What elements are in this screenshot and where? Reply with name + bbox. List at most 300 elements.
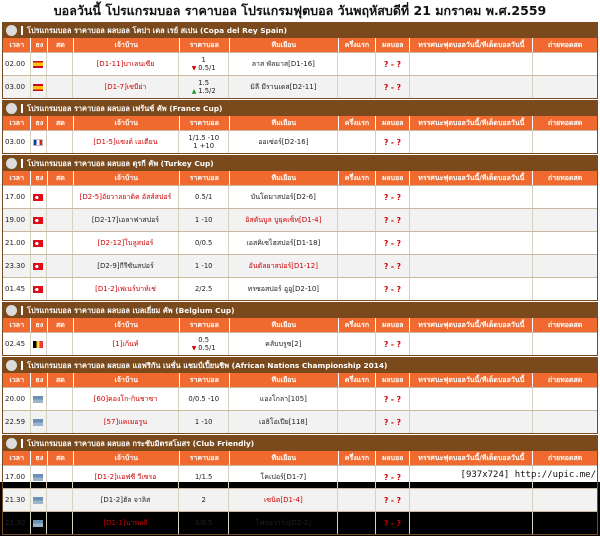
live-cell xyxy=(47,232,73,254)
tv-cell xyxy=(533,278,597,300)
column-header-half-time: ครึ่งแรก xyxy=(339,171,376,185)
result-cell xyxy=(376,278,410,300)
result-cell xyxy=(376,209,410,231)
odds-cell xyxy=(179,186,229,208)
column-header-live: สด xyxy=(48,38,74,52)
kickoff-time: 17.00 xyxy=(3,186,31,208)
live-cell xyxy=(47,388,73,410)
column-header-time: เวลา xyxy=(3,171,31,185)
flag-cell xyxy=(31,333,48,355)
live-cell xyxy=(47,186,73,208)
odds-stack xyxy=(195,193,212,201)
belgium-flag-icon xyxy=(33,341,43,348)
column-header-time: เวลา xyxy=(3,38,31,52)
flag-cell xyxy=(31,388,48,410)
match-result[interactable]: ? - ? xyxy=(383,394,401,404)
tv-cell xyxy=(533,512,597,534)
home-team[interactable]: [60]คองโก-กินชาซา xyxy=(73,388,179,410)
tips-cell xyxy=(410,131,533,153)
kickoff-time: 20.00 xyxy=(3,388,31,410)
odds-line: 1 xyxy=(201,55,206,64)
belgium-cup-logo-icon xyxy=(6,305,17,316)
odds-line: 0.5/1 xyxy=(194,193,213,201)
spain-flag-icon xyxy=(33,61,43,68)
column-header-result: ผลบอล xyxy=(376,451,410,465)
tv-cell xyxy=(533,209,597,231)
odds-cell xyxy=(179,333,229,355)
column-header-home: เจ้าบ้าน xyxy=(74,116,180,130)
tv-cell xyxy=(533,131,597,153)
column-header-result: ผลบอล xyxy=(376,373,410,387)
tv-cell xyxy=(533,76,597,98)
column-header-row xyxy=(3,116,597,130)
image-host-watermark: [937x724] http://upic.me/ xyxy=(460,470,596,480)
column-header-away: ทีมเยือน xyxy=(230,318,339,332)
half-time-cell xyxy=(338,411,375,433)
match-result[interactable]: ? - ? xyxy=(383,59,401,69)
half-time-cell xyxy=(338,255,375,277)
away-team[interactable]: ทรซอสปอร์ อูอู[D2-10] xyxy=(229,278,338,300)
home-team[interactable]: [D1-5]แซงต์ เอเตียน xyxy=(73,131,179,153)
odds-stack xyxy=(188,395,219,403)
odds-line: 0/0.5 xyxy=(194,519,213,527)
away-team[interactable]: แองโกลา[105] xyxy=(229,388,338,410)
league-title[interactable]: โปรแกรมบอล ราคาบอล ผลบอล เฟร้นช์ คัพ (France Cup) xyxy=(27,104,223,113)
column-header-home: เจ้าบ้าน xyxy=(74,373,180,387)
odds-stack xyxy=(192,336,216,353)
international-flag-icon xyxy=(33,419,43,426)
column-header-tv: ถ่ายทอดสด xyxy=(547,174,583,182)
column-header-result: ผลบอล xyxy=(376,171,410,185)
match-row xyxy=(3,130,597,153)
tv-cell xyxy=(533,333,597,355)
live-cell xyxy=(47,411,73,433)
column-header-live: สด xyxy=(48,318,74,332)
result-cell xyxy=(376,131,410,153)
column-header-time: เวลา xyxy=(3,318,31,332)
column-header-time: เวลา xyxy=(3,373,31,387)
live-cell xyxy=(47,76,73,98)
odds-line: 1 +10 xyxy=(193,142,215,150)
column-header-away: ทีมเยือน xyxy=(230,171,339,185)
odds-stack xyxy=(202,496,206,504)
column-header-time: เวลา xyxy=(3,116,31,130)
fixtures-grid xyxy=(2,22,598,536)
half-time-cell xyxy=(338,186,375,208)
match-row xyxy=(3,488,597,511)
column-header-tv: ถ่ายทอดสด xyxy=(547,454,583,462)
column-header-odds: ราคาบอล xyxy=(180,116,230,130)
result-cell xyxy=(376,466,410,488)
column-header-time: เวลา xyxy=(3,451,31,465)
odds-stack xyxy=(192,56,216,73)
odds-line: 1/1.5 xyxy=(194,473,213,481)
column-header-tips: ทรรศนะฟุตบอลวันนี้/ทีเด็ดบอลวันนี้ xyxy=(410,116,533,130)
home-team[interactable]: [D2-17]เอลาฟาสปอร์ xyxy=(73,209,179,231)
tv-cell xyxy=(533,255,597,277)
half-time-cell xyxy=(338,489,375,511)
column-header-tips: ทรรศนะฟุตบอลวันนี้/ทีเด็ดบอลวันนี้ xyxy=(410,171,533,185)
column-header-home: เจ้าบ้าน xyxy=(74,318,180,332)
flag-cell xyxy=(31,411,48,433)
column-header-away: ทีมเยือน xyxy=(230,38,339,52)
tv-cell xyxy=(533,489,597,511)
league-separator xyxy=(21,159,23,168)
tv-cell xyxy=(533,411,597,433)
match-result[interactable]: ? - ? xyxy=(383,215,401,225)
live-cell xyxy=(47,255,73,277)
league-header xyxy=(3,156,597,171)
odds-down-arrow-icon: ▼ xyxy=(191,344,199,352)
match-result[interactable]: ? - ? xyxy=(383,284,401,294)
turkey-flag-icon xyxy=(33,286,43,293)
column-header-away: ทีมเยือน xyxy=(230,451,339,465)
home-team[interactable]: [D1-7]เซบีย่า xyxy=(73,76,179,98)
kickoff-time: 23.30 xyxy=(3,255,31,277)
column-header-odds: ราคาบอล xyxy=(180,318,230,332)
result-cell xyxy=(376,388,410,410)
flag-cell xyxy=(31,232,48,254)
league-section xyxy=(2,22,598,99)
odds-stack xyxy=(195,285,212,293)
match-result[interactable]: ? - ? xyxy=(383,137,401,147)
column-header-row xyxy=(3,171,597,185)
column-header-flag: ธง xyxy=(31,38,48,52)
away-team[interactable]: อิสตันบูล บูยุคเซ็ห[D1-4] xyxy=(229,209,338,231)
odds-cell xyxy=(179,278,229,300)
african-nations-logo-icon xyxy=(6,360,17,371)
result-cell xyxy=(376,411,410,433)
home-team[interactable]: [D1-2]เฟเนร์บาห์เช่ xyxy=(73,278,179,300)
league-section xyxy=(2,155,598,301)
column-header-result: ผลบอล xyxy=(376,116,410,130)
match-row xyxy=(3,410,597,433)
odds-stack xyxy=(195,418,213,426)
home-team[interactable]: [D1-2]ฮัล จาลิส xyxy=(73,489,179,511)
flag-cell xyxy=(31,186,48,208)
column-header-row xyxy=(3,451,597,465)
home-team[interactable]: [D1-1]นาพอลี xyxy=(73,512,179,534)
odds-line: 0.5 xyxy=(198,335,210,344)
live-cell xyxy=(47,278,73,300)
column-header-half-time: ครึ่งแรก xyxy=(339,373,376,387)
result-cell xyxy=(376,333,410,355)
away-team[interactable]: อันตัลยาสปอร์[D1-12] xyxy=(229,255,338,277)
club-friendly-logo-icon xyxy=(6,438,17,449)
odds-cell xyxy=(179,131,229,153)
column-header-tips: ทรรศนะฟุตบอลวันนี้/ทีเด็ดบอลวันนี้ xyxy=(410,318,533,332)
tips-cell xyxy=(410,255,533,277)
column-header-tips: ทรรศนะฟุตบอลวันนี้/ทีเด็ดบอลวันนี้ xyxy=(410,373,533,387)
odds-line: 1 -10 xyxy=(194,262,213,270)
tv-cell xyxy=(533,186,597,208)
odds-cell xyxy=(179,466,229,488)
turkey-cup-logo-icon xyxy=(6,158,17,169)
live-cell xyxy=(47,209,73,231)
tips-cell xyxy=(410,411,533,433)
odds-stack xyxy=(195,519,212,527)
league-section xyxy=(2,357,598,434)
odds-line xyxy=(192,344,216,353)
tips-cell xyxy=(410,278,533,300)
odds-value: 0.5/1 xyxy=(198,343,216,352)
match-result[interactable]: ? - ? xyxy=(383,417,401,427)
odds-line xyxy=(192,87,216,96)
column-header-flag: ธง xyxy=(31,171,48,185)
flag-cell xyxy=(31,209,48,231)
away-team[interactable]: บันโดมาสปอร์[D2-6] xyxy=(229,186,338,208)
odds-stack xyxy=(195,216,213,224)
away-team[interactable]: เอธิโอเปีย[118] xyxy=(229,411,338,433)
flag-cell xyxy=(31,489,48,511)
column-header-row xyxy=(3,318,597,332)
match-row xyxy=(3,185,597,208)
tips-cell xyxy=(410,209,533,231)
league-title[interactable]: โปรแกรมบอล ราคาบอล ผลบอล โคปา เดล เรย์ สเปน (Copa del Rey Spain) xyxy=(27,26,287,35)
column-header-tips: ทรรศนะฟุตบอลวันนี้/ทีเด็ดบอลวันนี้ xyxy=(410,451,533,465)
odds-line: 2 xyxy=(201,496,206,504)
column-header-result: ผลบอล xyxy=(376,318,410,332)
odds-line: 1 -10 xyxy=(194,418,213,426)
result-cell xyxy=(376,232,410,254)
home-team[interactable]: [D1-11]บาเลนเซีย xyxy=(73,53,179,75)
live-cell xyxy=(47,512,73,534)
tips-cell xyxy=(410,388,533,410)
column-header-row xyxy=(3,373,597,387)
flag-cell xyxy=(31,512,48,534)
odds-down-arrow-icon: ▼ xyxy=(191,64,199,72)
match-result[interactable]: ? - ? xyxy=(383,238,401,248)
odds-cell xyxy=(179,512,229,534)
odds-line: 0/0.5 xyxy=(194,239,213,247)
match-result[interactable]: ? - ? xyxy=(383,261,401,271)
league-title[interactable]: โปรแกรมบอล ราคาบอล ผลบอล กระชับมิตรสโมสร (Club Friendly) xyxy=(27,439,255,448)
flag-cell xyxy=(31,466,48,488)
column-header-flag: ธง xyxy=(31,451,48,465)
column-header-row xyxy=(3,38,597,52)
home-team[interactable]: [57]แคเมอรูน xyxy=(73,411,179,433)
home-team[interactable]: [D2-9]กีรีซันสปอร์ xyxy=(73,255,179,277)
tv-cell xyxy=(533,232,597,254)
column-header-live: สด xyxy=(48,171,74,185)
live-cell xyxy=(47,131,73,153)
kickoff-time: 03.00 xyxy=(3,76,31,98)
column-header-home: เจ้าบ้าน xyxy=(74,38,180,52)
column-header-home: เจ้าบ้าน xyxy=(74,451,180,465)
match-result[interactable]: ? - ? xyxy=(383,339,401,349)
odds-stack xyxy=(188,134,219,150)
match-row xyxy=(3,277,597,300)
live-cell xyxy=(47,489,73,511)
kickoff-time: 02.45 xyxy=(3,333,31,355)
half-time-cell xyxy=(338,388,375,410)
result-cell xyxy=(376,76,410,98)
result-cell xyxy=(376,53,410,75)
half-time-cell xyxy=(338,232,375,254)
result-cell xyxy=(376,186,410,208)
league-section xyxy=(2,435,598,535)
away-team[interactable]: ออเซ่อร์[D2-16] xyxy=(229,131,338,153)
odds-line: 1.5 xyxy=(198,78,210,87)
tips-cell xyxy=(410,53,533,75)
result-cell xyxy=(376,489,410,511)
odds-cell xyxy=(179,255,229,277)
column-header-away: ทีมเยือน xyxy=(230,116,339,130)
column-header-tv: ถ่ายทอดสด xyxy=(547,321,583,329)
column-header-half-time: ครึ่งแรก xyxy=(339,318,376,332)
half-time-cell xyxy=(338,53,375,75)
odds-stack xyxy=(192,79,216,96)
odds-cell xyxy=(179,209,229,231)
tips-cell xyxy=(410,232,533,254)
odds-line: 0/0.5 -10 xyxy=(188,395,220,403)
kickoff-time: 22.59 xyxy=(3,411,31,433)
half-time-cell xyxy=(338,131,375,153)
odds-cell xyxy=(179,232,229,254)
result-cell xyxy=(376,255,410,277)
live-cell xyxy=(47,333,73,355)
odds-up-arrow-icon: ▲ xyxy=(191,87,199,95)
match-result[interactable]: ? - ? xyxy=(383,192,401,202)
tv-cell xyxy=(533,388,597,410)
live-cell xyxy=(47,53,73,75)
column-header-away: ทีมเยือน xyxy=(230,373,339,387)
match-row xyxy=(3,511,597,534)
turkey-flag-icon xyxy=(33,217,43,224)
kickoff-time: 22.30 xyxy=(3,512,31,534)
column-header-live: สด xyxy=(48,451,74,465)
column-header-tv: ถ่ายทอดสด xyxy=(547,376,583,384)
kickoff-time: 21.30 xyxy=(3,489,31,511)
international-flag-icon xyxy=(33,396,43,403)
odds-stack xyxy=(195,473,212,481)
away-team[interactable]: เซนิต[D1-4] xyxy=(229,489,338,511)
france-cup-logo-icon xyxy=(6,103,17,114)
league-separator xyxy=(21,104,23,113)
league-separator xyxy=(21,361,23,370)
tips-cell xyxy=(410,186,533,208)
tips-cell xyxy=(410,512,533,534)
column-header-result: ผลบอล xyxy=(376,38,410,52)
tips-cell xyxy=(410,76,533,98)
column-header-half-time: ครึ่งแรก xyxy=(339,116,376,130)
match-row xyxy=(3,208,597,231)
away-team[interactable]: คลับบรูซ[2] xyxy=(229,333,338,355)
column-header-home: เจ้าบ้าน xyxy=(74,171,180,185)
match-result[interactable]: ? - ? xyxy=(383,82,401,92)
tips-cell xyxy=(410,333,533,355)
away-team[interactable]: มิลี มีรานเดส[D2-11] xyxy=(229,76,338,98)
column-header-odds: ราคาบอล xyxy=(180,38,230,52)
league-header xyxy=(3,358,597,373)
away-team[interactable]: โฟร่นวาร์ก[D2-2] xyxy=(229,512,338,534)
column-header-flag: ธง xyxy=(31,373,48,387)
league-title[interactable]: โปรแกรมบอล ราคาบอล ผลบอล ตุรกี คัพ (Turkey Cup) xyxy=(27,159,214,168)
international-flag-icon xyxy=(33,474,43,481)
match-row xyxy=(3,254,597,277)
odds-cell xyxy=(179,76,229,98)
match-result[interactable]: ? - ? xyxy=(383,495,401,505)
column-header-odds: ราคาบอล xyxy=(180,171,230,185)
home-team[interactable]: [D1-2]แอฟซี วีเซรอ xyxy=(73,466,179,488)
odds-cell xyxy=(179,388,229,410)
match-result[interactable]: ? - ? xyxy=(383,472,401,482)
kickoff-time: 03.00 xyxy=(3,131,31,153)
league-header xyxy=(3,303,597,318)
league-header xyxy=(3,23,597,38)
odds-line xyxy=(192,64,216,73)
match-row xyxy=(3,332,597,355)
match-row xyxy=(3,75,597,98)
international-flag-icon xyxy=(33,520,43,527)
half-time-cell xyxy=(338,278,375,300)
odds-line: 1/1.5 -10 xyxy=(188,134,220,142)
half-time-cell xyxy=(338,209,375,231)
league-section xyxy=(2,302,598,356)
kickoff-time: 21.00 xyxy=(3,232,31,254)
away-team[interactable]: เอสคิเซไฮสปอร์[D1-18] xyxy=(229,232,338,254)
france-flag-icon xyxy=(33,139,43,146)
odds-line: 1 -10 xyxy=(194,216,213,224)
column-header-live: สด xyxy=(48,116,74,130)
kickoff-time: 19.00 xyxy=(3,209,31,231)
odds-cell xyxy=(179,489,229,511)
column-header-flag: ธง xyxy=(31,318,48,332)
half-time-cell xyxy=(338,466,375,488)
league-title[interactable]: โปรแกรมบอล ราคาบอล ผลบอล เบลเยี่ยม คัพ (Belgium Cup) xyxy=(27,306,235,315)
odds-line: 2/2.5 xyxy=(194,285,213,293)
match-row xyxy=(3,231,597,254)
away-team[interactable]: ลาส พัลมาส[D1-16] xyxy=(229,53,338,75)
match-result[interactable]: ? - ? xyxy=(383,518,401,528)
flag-cell xyxy=(31,131,48,153)
odds-stack xyxy=(195,239,212,247)
turkey-flag-icon xyxy=(33,263,43,270)
column-header-half-time: ครึ่งแรก xyxy=(339,451,376,465)
turkey-flag-icon xyxy=(33,240,43,247)
odds-value: 0.5/1 xyxy=(198,63,216,72)
page-title: บอลวันนี้ โปรแกรมบอล ราคาบอล โปรแกรมฟุตบอล วันพฤหัสบดีที่ 21 มกราคม พ.ศ.2559 xyxy=(53,3,547,18)
home-team[interactable]: [D2-12]โบลูสปอร์ xyxy=(73,232,179,254)
league-separator xyxy=(21,26,23,35)
kickoff-time: 01.45 xyxy=(3,278,31,300)
league-header xyxy=(3,101,597,116)
flag-cell xyxy=(31,76,48,98)
flag-cell xyxy=(31,278,48,300)
result-cell xyxy=(376,512,410,534)
league-title[interactable]: โปรแกรมบอล ราคาบอล ผลบอล แอฟริกัน เนชั่น แชมป์เปี้ยนชิพ (African Nations Championship 2014) xyxy=(27,361,388,370)
tips-cell xyxy=(410,489,533,511)
international-flag-icon xyxy=(33,497,43,504)
column-header-live: สด xyxy=(48,373,74,387)
column-header-odds: ราคาบอล xyxy=(180,451,230,465)
odds-cell xyxy=(179,53,229,75)
column-header-flag: ธง xyxy=(31,116,48,130)
odds-value: 1.5/2 xyxy=(198,86,216,95)
column-header-odds: ราคาบอล xyxy=(180,373,230,387)
spain-flag-icon xyxy=(33,84,43,91)
odds-cell xyxy=(179,411,229,433)
match-row xyxy=(3,387,597,410)
home-team[interactable]: [1]เก้นท์ xyxy=(73,333,179,355)
column-header-tv: ถ่ายทอดสด xyxy=(547,41,583,49)
away-team[interactable]: โคเปอร์[D1-7] xyxy=(229,466,338,488)
kickoff-time: 02.00 xyxy=(3,53,31,75)
turkey-flag-icon xyxy=(33,194,43,201)
home-team[interactable]: [D2-5]อัยวาลยาติค อัสส์สปอร์ xyxy=(73,186,179,208)
half-time-cell xyxy=(338,333,375,355)
odds-stack xyxy=(195,262,213,270)
